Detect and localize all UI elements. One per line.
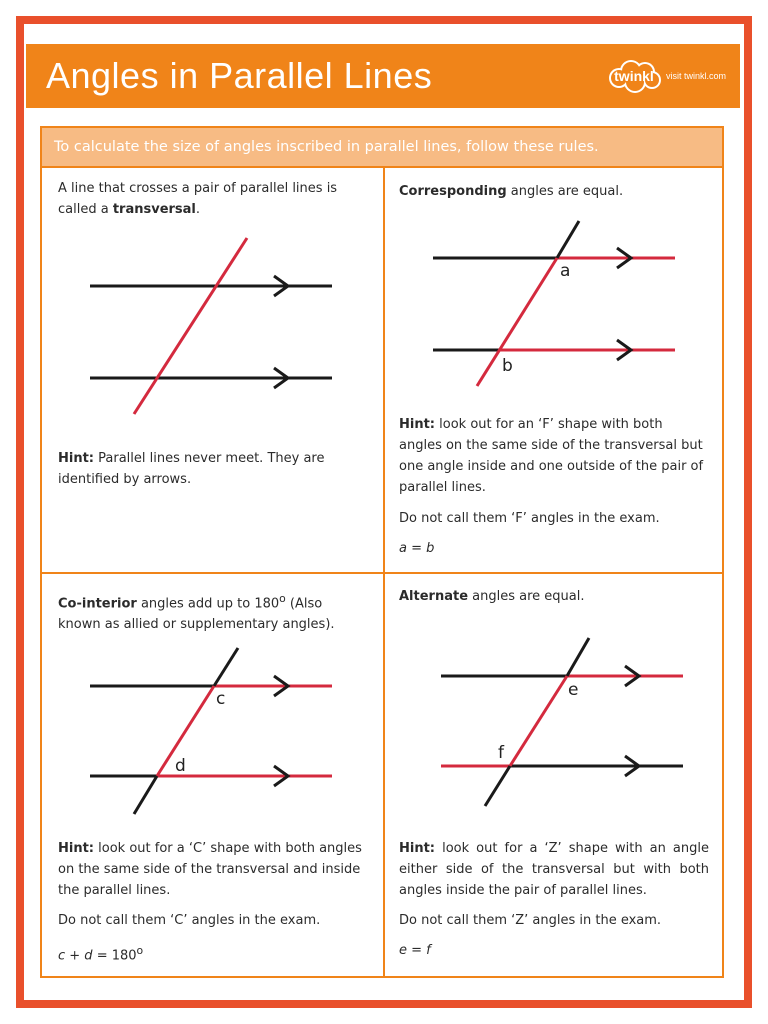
term-transversal: transversal bbox=[112, 202, 196, 217]
eq-left: c + d bbox=[58, 948, 93, 964]
cointerior-note: Do not call them ‘C’ angles in the exam. bbox=[58, 913, 321, 928]
cointerior-diagram bbox=[42, 574, 383, 824]
cointerior-hint bbox=[58, 838, 370, 901]
rules-grid bbox=[42, 168, 722, 976]
hint-text: Parallel lines never meet. They are identified by arrows. bbox=[58, 451, 325, 487]
transversal-black-segment bbox=[557, 221, 579, 258]
logo-wordmark: twinkl bbox=[614, 68, 654, 84]
panel-corresponding bbox=[385, 168, 724, 574]
angle-label-f: f bbox=[498, 743, 504, 763]
eq-op: = bbox=[407, 943, 427, 958]
term-corresponding: Corresponding bbox=[399, 184, 507, 199]
title-tail: angles add up to 180 bbox=[136, 596, 280, 612]
page-title: Angles in Parallel Lines bbox=[46, 55, 433, 96]
intro-text: A line that crosses a pair of parallel lines is called a bbox=[58, 181, 338, 217]
term-alternate: Alternate bbox=[399, 589, 469, 604]
banner-text: To calculate the size of angles inscribed in parallel lines, follow these rules. bbox=[54, 139, 599, 155]
corresponding-hint bbox=[399, 414, 709, 498]
hint-text: look out for a ‘C’ shape with both angles on the same side of the transversal and inside the parallel lines. bbox=[58, 841, 362, 898]
hint-text: look out for an ‘F’ shape with both angles on the same side of the transversal but one angle inside and one outside of the pair of parallel lines. bbox=[399, 417, 704, 495]
panel-alternate bbox=[385, 574, 724, 976]
header-bar bbox=[26, 44, 740, 108]
transversal-red-segment bbox=[510, 676, 567, 766]
term-cointerior: Co-interior bbox=[58, 596, 137, 612]
title-tail-2: (Also known as allied or supplementary angles). bbox=[58, 596, 335, 633]
hint-label: Hint: bbox=[399, 417, 436, 432]
eq-left: e bbox=[399, 943, 407, 958]
transversal-bottom-black-segment bbox=[485, 766, 510, 806]
transversal-line bbox=[134, 238, 247, 414]
hint-text: look out for a ‘Z’ shape with an angle either side of the transversal but with both angles inside the pair of parallel lines. bbox=[399, 841, 709, 898]
transversal-bottom-black-segment bbox=[134, 776, 157, 814]
degree-superscript: o bbox=[279, 592, 286, 605]
transversal-red-segment bbox=[477, 258, 557, 386]
title-tail: angles are equal. bbox=[506, 184, 624, 199]
angle-label-c: c bbox=[216, 689, 226, 709]
eq-right: = 180 bbox=[92, 948, 137, 964]
eq-op: = bbox=[406, 541, 427, 556]
panel-cointerior bbox=[42, 574, 385, 976]
alternate-hint bbox=[399, 838, 709, 901]
hint-label: Hint: bbox=[399, 841, 436, 856]
cointerior-equation bbox=[58, 940, 143, 966]
corresponding-note: Do not call them ‘F’ angles in the exam. bbox=[399, 511, 660, 526]
alternate-equation bbox=[399, 940, 431, 961]
eq-left: a bbox=[399, 541, 407, 556]
eq-right: f bbox=[426, 943, 431, 958]
twinkl-logo[interactable] bbox=[605, 58, 663, 94]
hint-label: Hint: bbox=[58, 841, 95, 856]
eq-right: b bbox=[426, 541, 435, 556]
intro-banner bbox=[42, 128, 722, 168]
panel-transversal bbox=[42, 168, 385, 574]
corresponding-equation bbox=[399, 538, 434, 559]
angle-label-b: b bbox=[502, 356, 513, 376]
title-tail: angles are equal. bbox=[468, 589, 585, 604]
angle-label-a: a bbox=[560, 261, 571, 281]
intro-period: . bbox=[195, 202, 201, 217]
hint-label: Hint: bbox=[58, 451, 95, 466]
alternate-note: Do not call them ‘Z’ angles in the exam. bbox=[399, 913, 662, 928]
angle-label-e: e bbox=[568, 680, 579, 700]
brand bbox=[605, 57, 726, 95]
content-box bbox=[40, 126, 724, 978]
angle-label-d: d bbox=[175, 756, 186, 776]
transversal-hint bbox=[58, 448, 358, 490]
corresponding-diagram bbox=[385, 168, 724, 428]
transversal-top-black-segment bbox=[214, 648, 238, 686]
transversal-top-black-segment bbox=[567, 638, 589, 676]
visit-twinkl-link[interactable]: visit twinkl.com bbox=[665, 71, 726, 81]
transversal-diagram bbox=[42, 168, 383, 468]
degree-superscript: o bbox=[136, 944, 144, 957]
alternate-diagram bbox=[385, 574, 724, 824]
